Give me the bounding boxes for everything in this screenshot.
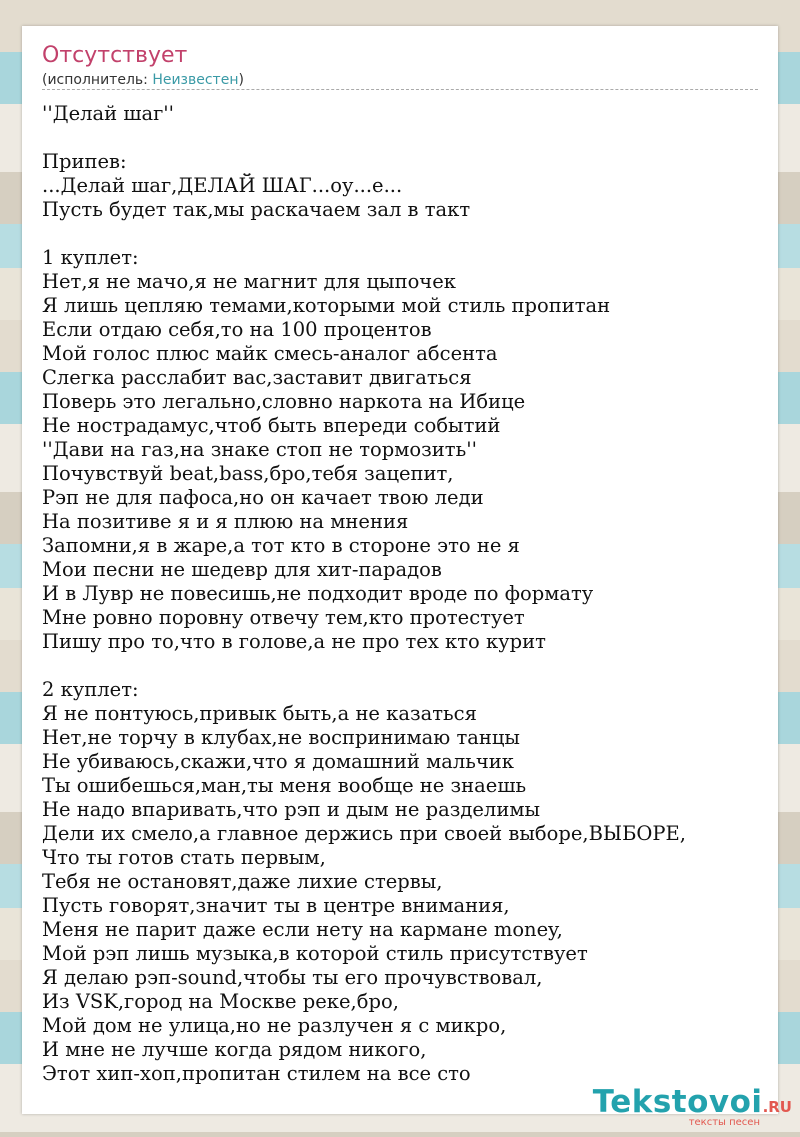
lyric-line: Тебя не остановят,даже лихие стервы, (42, 870, 443, 893)
lyric-line: Мои песни не шедевр для хит-парадов (42, 558, 442, 581)
lyric-line (42, 126, 762, 150)
lyric-line: Нет,я не мачо,я не магнит для цыпочек (42, 270, 456, 293)
lyric-line: Я делаю рэп-sound,чтобы ты его прочувствовал, (42, 966, 543, 989)
lyric-line: Из VSK,город на Москве реке,бро, (42, 990, 399, 1013)
lyric-line (42, 654, 762, 678)
lyric-line: Не убиваюсь,скажи,что я домашний мальчик (42, 750, 514, 773)
lyric-line: Что ты готов стать первым, (42, 846, 326, 869)
header-divider (42, 89, 758, 90)
lyric-line: Мой рэп лишь музыка,в которой стиль присутствует (42, 942, 588, 965)
performer-prefix: (исполнитель: (42, 72, 153, 88)
performer-suffix: ) (238, 72, 244, 88)
lyric-line: Запомни,я в жаре,а тот кто в стороне это не я (42, 534, 520, 557)
lyric-line: Я лишь цепляю темами,которыми мой стиль пропитан (42, 294, 611, 317)
lyric-line: Почувствуй beat,bass,бро,тебя зацепит, (42, 462, 454, 485)
lyric-line: Нет,не торчу в клубах,не воспринимаю танцы (42, 726, 520, 749)
song-title: Отсутствует (42, 43, 188, 68)
lyric-line: Мой дом не улица,но не разлучен я с микро, (42, 1014, 507, 1037)
lyric-line: И мне не лучше когда рядом никого, (42, 1038, 427, 1061)
lyric-line: Слегка расслабит вас,заставит двигаться (42, 366, 472, 389)
logo-tagline: тексты песен (688, 1117, 760, 1128)
performer-line (42, 71, 244, 89)
lyric-line: На позитиве я и я плюю на мнения (42, 510, 409, 533)
lyric-line: Припев: (42, 150, 127, 173)
lyric-line: Пусть будет так,мы раскачаем зал в такт (42, 198, 471, 221)
lyric-line: Рэп не для пафоса,но он качает твою леди (42, 486, 484, 509)
lyric-line: 2 куплет: (42, 678, 139, 701)
lyric-line: ''Делай шаг'' (42, 102, 175, 125)
lyric-line: Если отдаю себя,то на 100 процентов (42, 318, 432, 341)
lyric-line: Этот хип-хоп,пропитан стилем на все сто (42, 1062, 471, 1085)
lyric-line: ...Делай шаг,ДЕЛАЙ ШАГ...оу...е... (42, 174, 403, 197)
site-logo[interactable] (582, 1085, 792, 1129)
lyric-line: И в Лувр не повесишь,не подходит вроде по формату (42, 582, 594, 605)
lyric-line: Не нострадамус,чтоб быть впереди событий (42, 414, 501, 437)
lyric-line: Пишу про то,что в голове,а не про тех кто курит (42, 630, 546, 653)
lyric-line: Мне ровно поровну отвечу тем,кто протестует (42, 606, 525, 629)
lyric-line: ''Дави на газ,на знаке стоп не тормозить'' (42, 438, 477, 461)
lyrics-text (42, 102, 762, 1086)
lyric-line: Не надо впаривать,что рэп и дым не разделимы (42, 798, 541, 821)
lyric-line: Поверь это легально,словно наркота на Ибице (42, 390, 526, 413)
logo-tld: .RU (762, 1098, 792, 1116)
logo-name: Tekstovoi (592, 1084, 763, 1120)
artist-link[interactable]: Неизвестен (152, 72, 239, 88)
lyric-line: Я не понтуюсь,привык быть,а не казаться (42, 702, 477, 725)
lyric-line: Мой голос плюс майк смесь-аналог абсента (42, 342, 498, 365)
lyric-line: 1 куплет: (42, 246, 139, 269)
lyric-line: Пусть говорят,значит ты в центре внимания, (42, 894, 510, 917)
lyric-line: Меня не парит даже если нету на кармане money, (42, 918, 563, 941)
lyric-line: Дели их смело,а главное держись при своей выборе,ВЫБОРЕ, (42, 822, 686, 845)
lyrics-page (22, 26, 778, 1114)
lyric-line: Ты ошибешься,ман,ты меня вообще не знаешь (42, 774, 527, 797)
lyric-line (42, 222, 762, 246)
